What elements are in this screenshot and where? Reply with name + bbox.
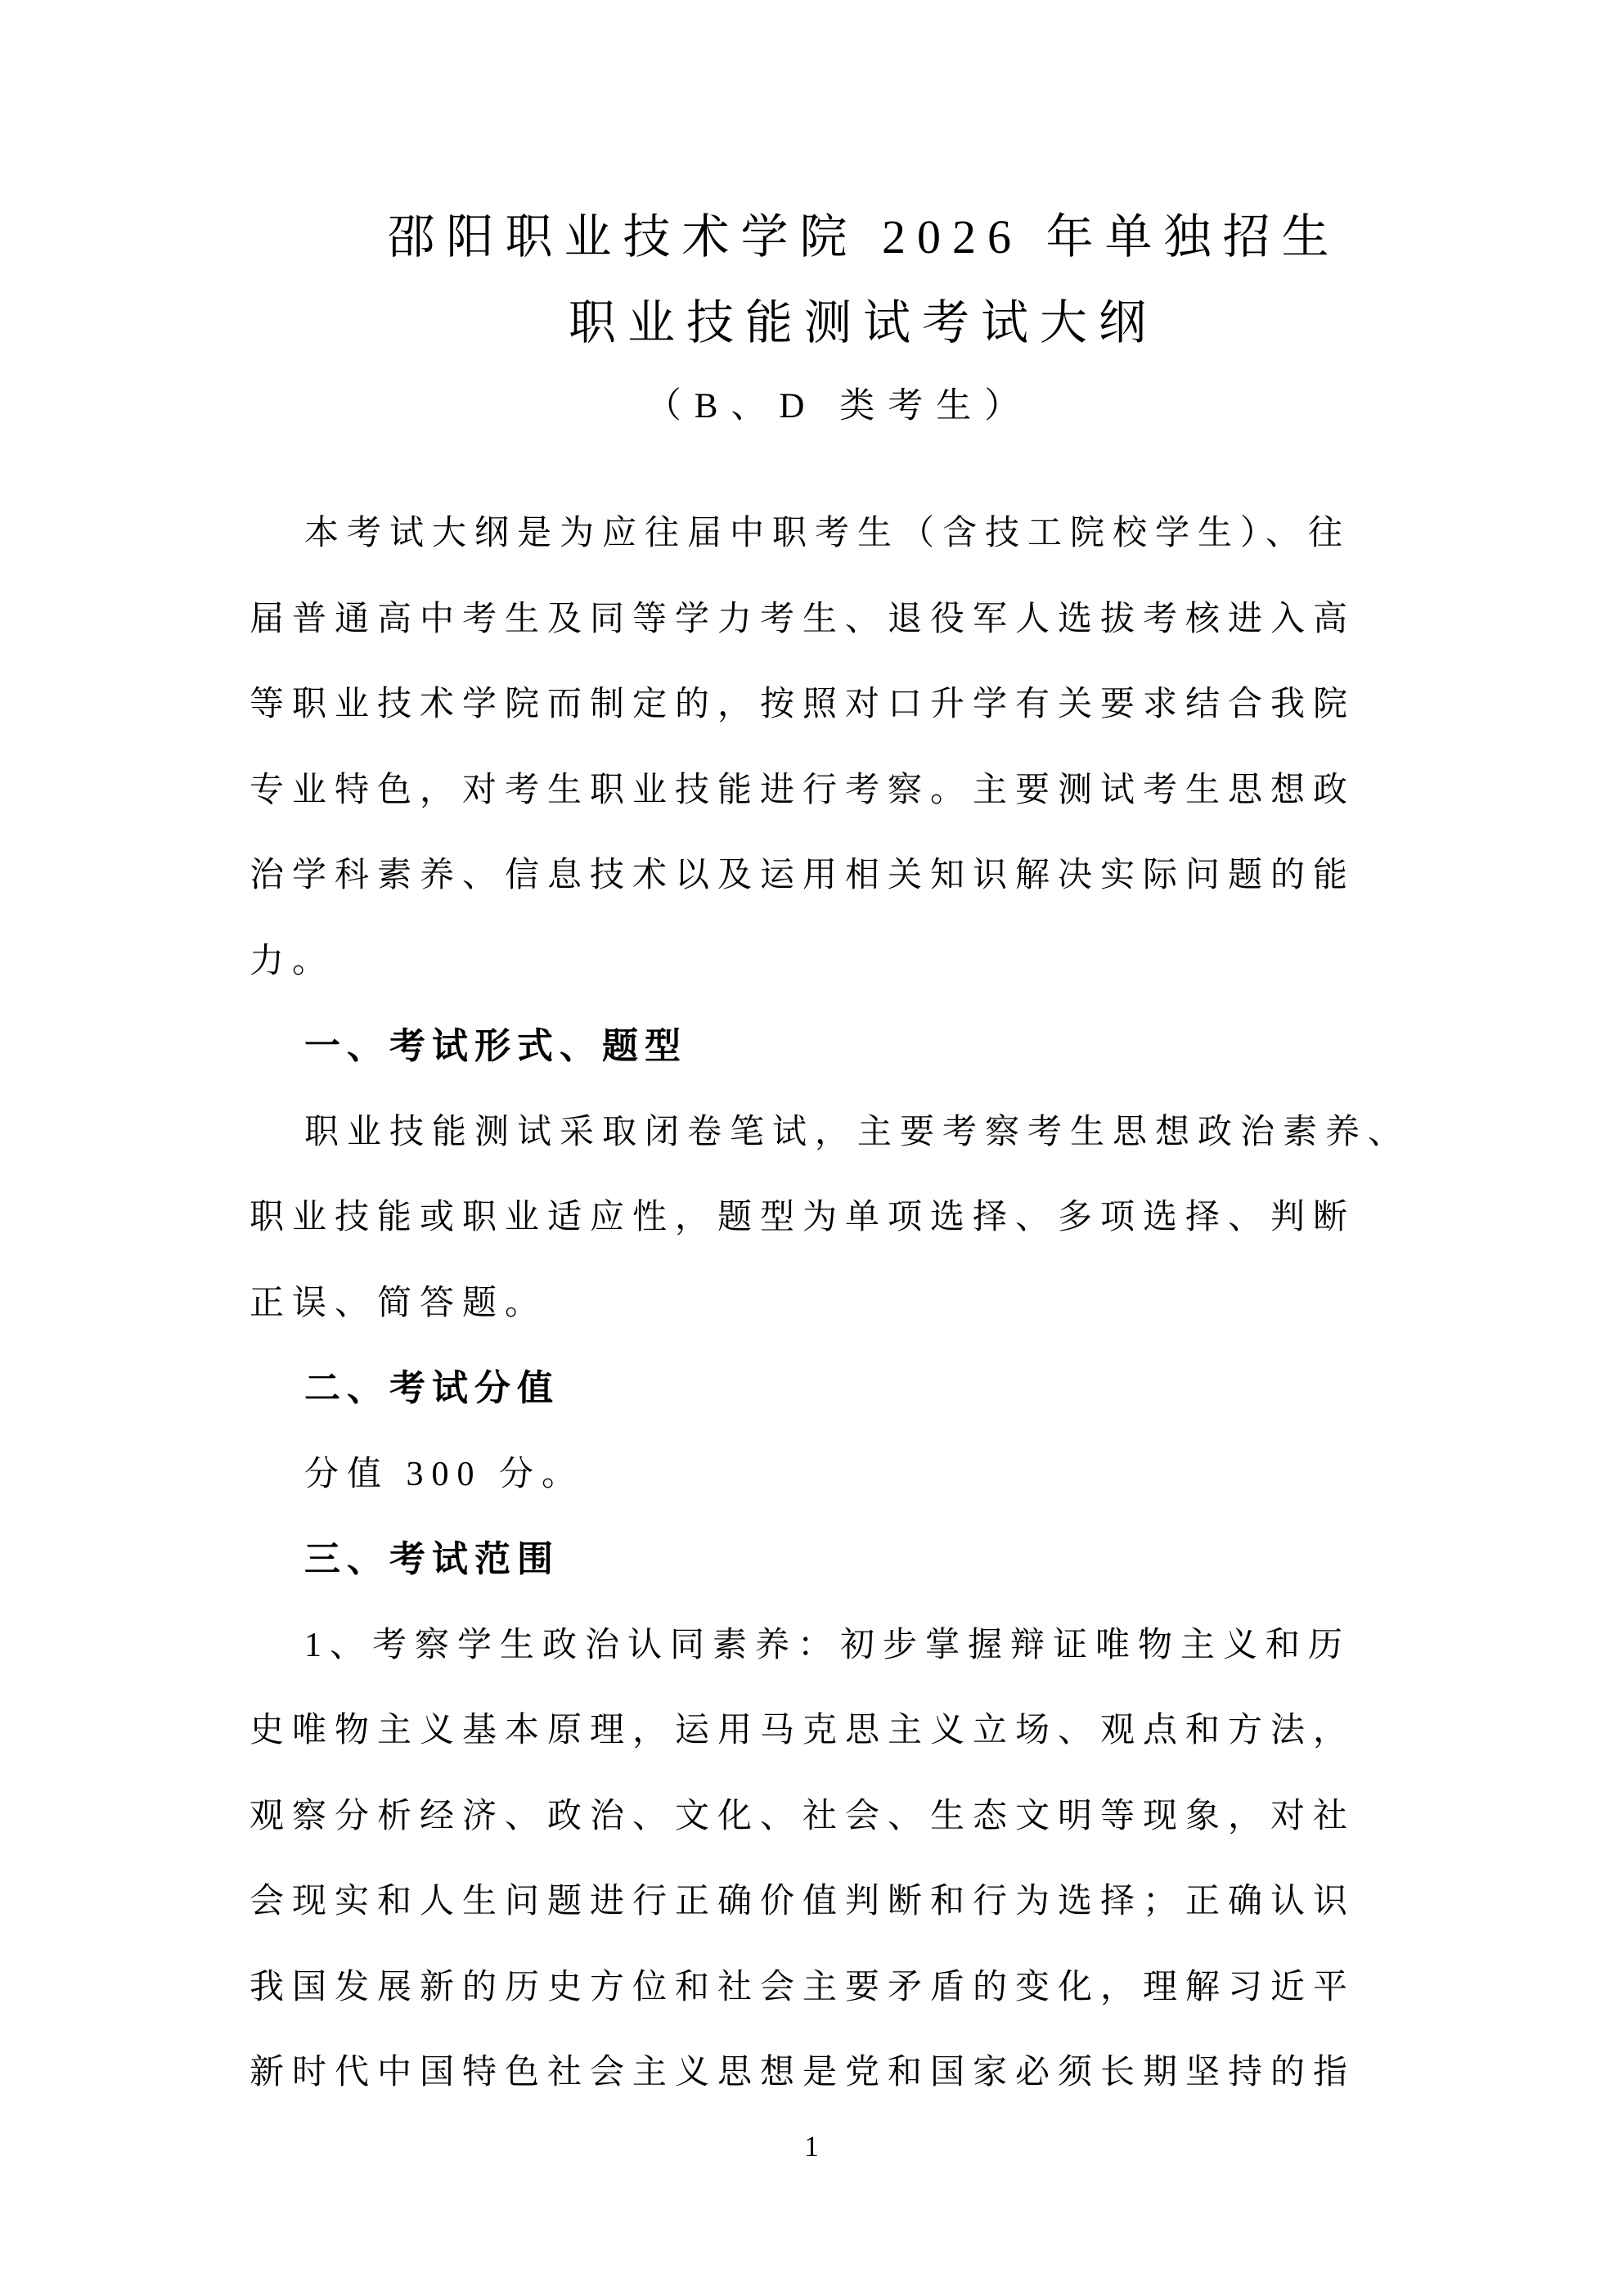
section-3-line-1: 1、考察学生政治认同素养：初步掌握辩证唯物主义和历 — [304, 1627, 1351, 1664]
section-2-heading: 二、考试分值 — [304, 1368, 560, 1408]
section-1-heading: 一、考试形式、题型 — [304, 1026, 687, 1066]
section-3-line-4: 会现实和人生问题进行正确价值判断和行为选择；正确认识 — [250, 1883, 1356, 1920]
section-3-line-3: 观察分析经济、政治、文化、社会、生态文明等现象，对社 — [250, 1798, 1356, 1835]
section-3-line-5: 我国发展新的历史方位和社会主要矛盾的变化，理解习近平 — [250, 1969, 1356, 2006]
intro-line-3: 等职业技术学院而制定的，按照对口升学有关要求结合我院 — [250, 686, 1356, 723]
intro-line-6: 力。 — [250, 943, 335, 980]
document-subtitle: （B、D 类考生） — [645, 387, 1033, 425]
section-3-line-2: 史唯物主义基本原理，运用马克思主义立场、观点和方法， — [250, 1712, 1356, 1749]
intro-line-4: 专业特色，对考生职业技能进行考察。主要测试考生思想政 — [250, 772, 1356, 809]
section-3-line-6: 新时代中国特色社会主义思想是党和国家必须长期坚持的指 — [250, 2054, 1356, 2091]
section-1-line-1: 职业技能测试采取闭卷笔试，主要考察考生思想政治素养、 — [304, 1114, 1411, 1151]
page-number: 1 — [804, 2130, 819, 2163]
section-3-heading: 三、考试范围 — [304, 1539, 560, 1579]
intro-line-2: 届普通高中考生及同等学力考生、退役军人选拔考核进入高 — [250, 601, 1356, 638]
section-2-line-1: 分值 300 分。 — [304, 1456, 585, 1493]
document-title-line-1: 邵阳职业技术学院 2026 年单独招生 — [387, 210, 1341, 263]
document-title-line-2: 职业技能测试考试大纲 — [568, 296, 1158, 349]
section-1-line-2: 职业技能或职业适应性，题型为单项选择、多项选择、判断 — [250, 1199, 1356, 1236]
intro-line-1: 本考试大纲是为应往届中职考生（含技工院校学生）、往 — [304, 515, 1351, 552]
section-1-line-3: 正误、简答题。 — [250, 1285, 548, 1322]
intro-line-5: 治学科素养、信息技术以及运用相关知识解决实际问题的能 — [250, 857, 1356, 894]
